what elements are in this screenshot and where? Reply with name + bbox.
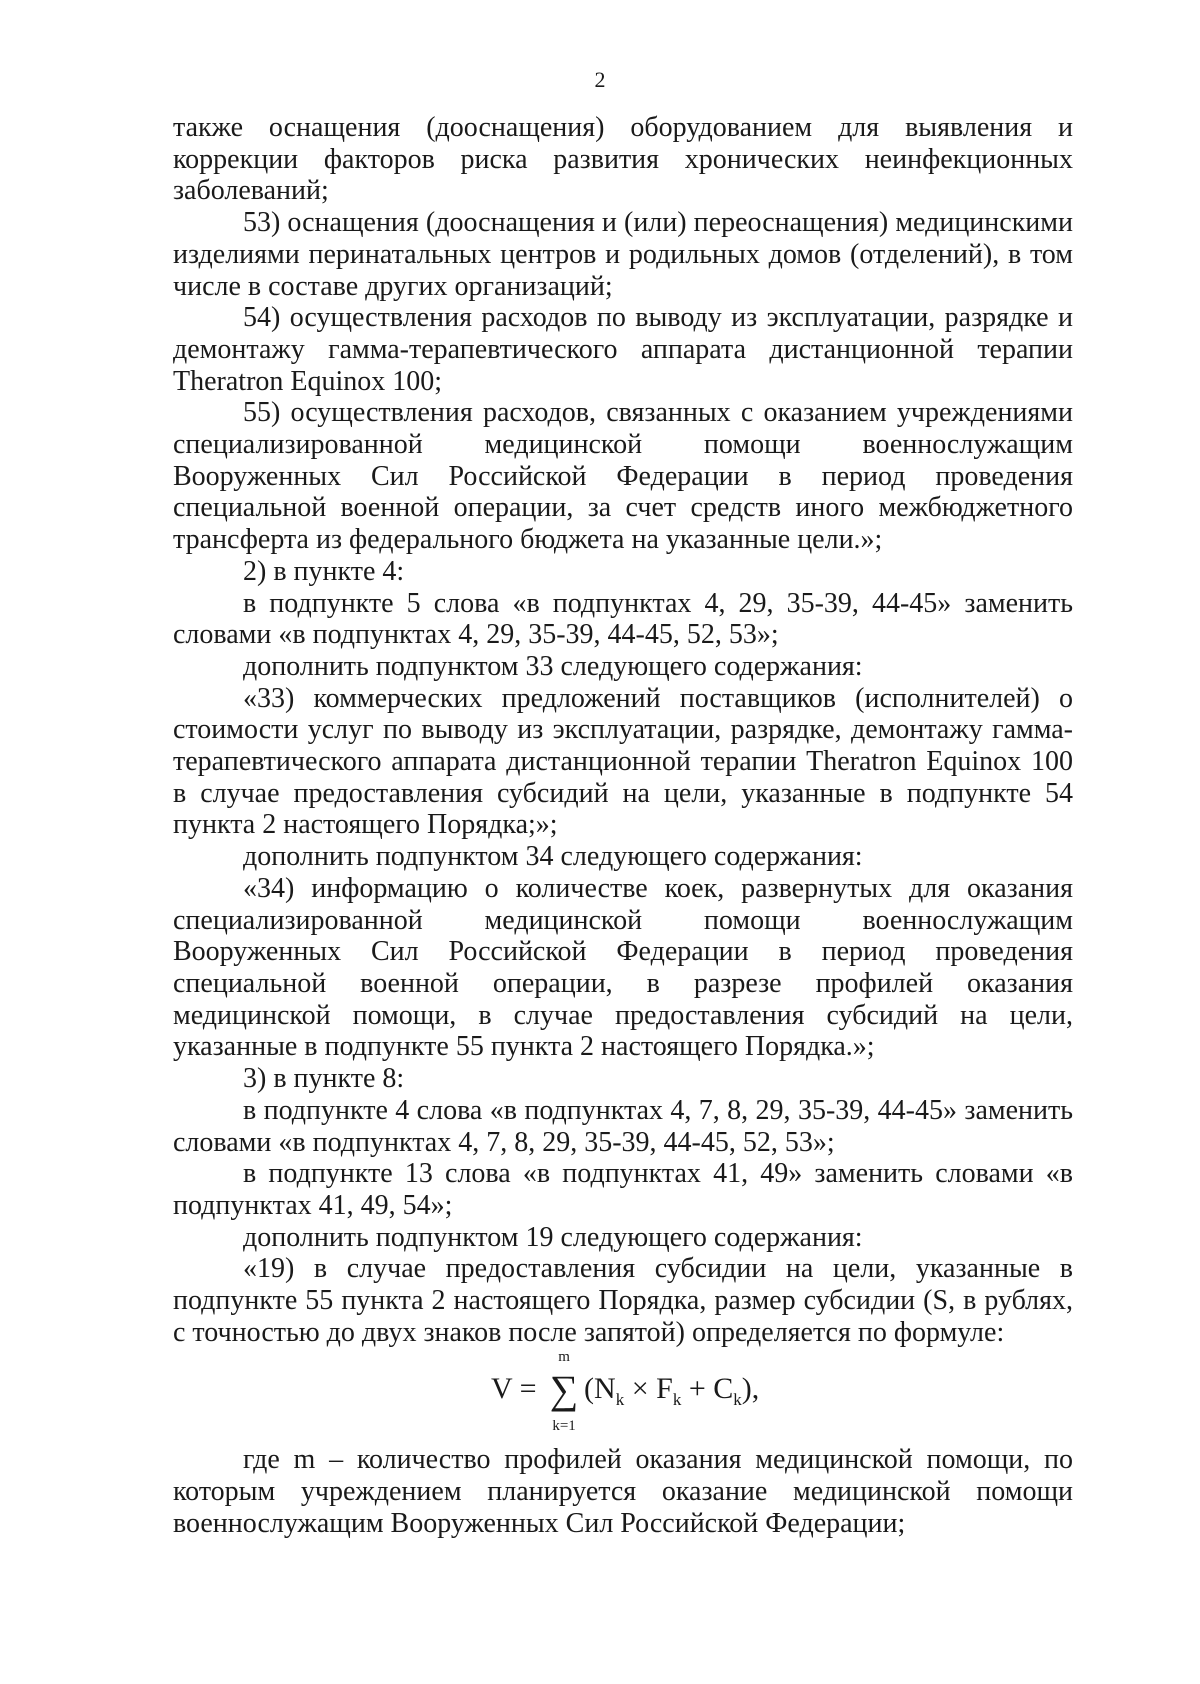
paragraph: в подпункте 5 слова «в подпунктах 4, 29, 35-39, 44-45» заменить словами «в подпунктах 4, 29, 35-39, 44-45, 52, 53»; [173, 587, 1073, 651]
paragraph: в подпункте 13 слова «в подпунктах 41, 49» заменить словами «в подпунктах 41, 49, 54»; [173, 1158, 1073, 1221]
page-number: 2 [594, 67, 606, 92]
formula-term: ), [741, 1372, 760, 1406]
paragraph: 54) осуществления расходов по выводу из эксплуатации, разрядке и демонтажу гамма-терапевтического аппарата дистанционной терапии Theratron Equinox 100; [173, 302, 1073, 397]
formula-lhs: V = [491, 1372, 537, 1406]
paragraph: дополнить подпунктом 34 следующего содержания: [243, 841, 863, 873]
paragraph: «19) в случае предоставления субсидии на цели, указанные в подпункте 55 пункта 2 настоящего Порядка, размер субсидии (S, в рублях, с точностью до двух знаков после запятой) определяется по формуле: [173, 1253, 1073, 1348]
paragraph: 53) оснащения (дооснащения и (или) переоснащения) медицинскими изделиями перинатальных центров и родильных домов (отделений), в том числе в составе других организаций; [173, 207, 1073, 302]
paragraph: 55) осуществления расходов, связанных с оказанием учреждениями специализированной медицинской помощи военнослужащим Вооруженных Сил Российской Федерации в период проведения специальной военной операции, за счет средств иного межбюджетного трансферта из федерального бюджета на указанные цели.»; [173, 397, 1073, 556]
formula-subscript: k [615, 1390, 625, 1410]
sigma-symbol: ∑ [549, 1367, 579, 1413]
paragraph: «33) коммерческих предложений поставщиков (исполнителей) о стоимости услуг по выводу из эксплуатации, разрядке, демонтажу гамма-терапевтического аппарата дистанционной терапии Theratron Equinox 100 в случае предоставления субсидий на цели, указанные в подпункте 54 пункта 2 настоящего Порядка;»; [173, 682, 1073, 841]
paragraph: также оснащения (дооснащения) оборудованием для выявления и коррекции факторов риска развития хронических неинфекционных заболеваний; [173, 112, 1073, 207]
formula-expression [491, 1349, 760, 1435]
summation-upper-limit: m [558, 1349, 570, 1366]
formula-subscript: k [672, 1390, 682, 1410]
paragraph: дополнить подпунктом 19 следующего содержания: [243, 1221, 863, 1253]
summation-lower-limit: k=1 [552, 1418, 576, 1435]
paragraph: «34) информацию о количестве коек, развернутых для оказания специализированной медицинской помощи военнослужащим Вооруженных Сил Российской Федерации в период проведения специальной военной операции, в разрезе профилей оказания медицинской помощи, в случае предоставления субсидий на цели, указанные в подпункте 55 пункта 2 настоящего Порядка.»; [173, 872, 1073, 1063]
paragraph: 3) в пункте 8: [243, 1063, 405, 1095]
formula-term: × F [624, 1372, 673, 1406]
paragraph: дополнить подпунктом 33 следующего содержания: [243, 650, 863, 682]
summation [544, 1349, 584, 1435]
paragraph: 2) в пункте 4: [243, 555, 405, 587]
formula-subscript: k [733, 1390, 742, 1410]
document-body [173, 112, 1073, 1540]
formula-term: (N [584, 1372, 616, 1406]
paragraph: в подпункте 4 слова «в подпунктах 4, 7, 8, 29, 35-39, 44-45» заменить словами «в подпунктах 4, 7, 8, 29, 35-39, 44-45, 52, 53»; [173, 1094, 1073, 1158]
formula [173, 1348, 1073, 1444]
formula-term: + C [681, 1372, 734, 1406]
paragraph: где m – количество профилей оказания медицинской помощи, по которым учреждением планируется оказание медицинской помощи военнослужащим Вооруженных Сил Российской Федерации; [173, 1444, 1073, 1539]
